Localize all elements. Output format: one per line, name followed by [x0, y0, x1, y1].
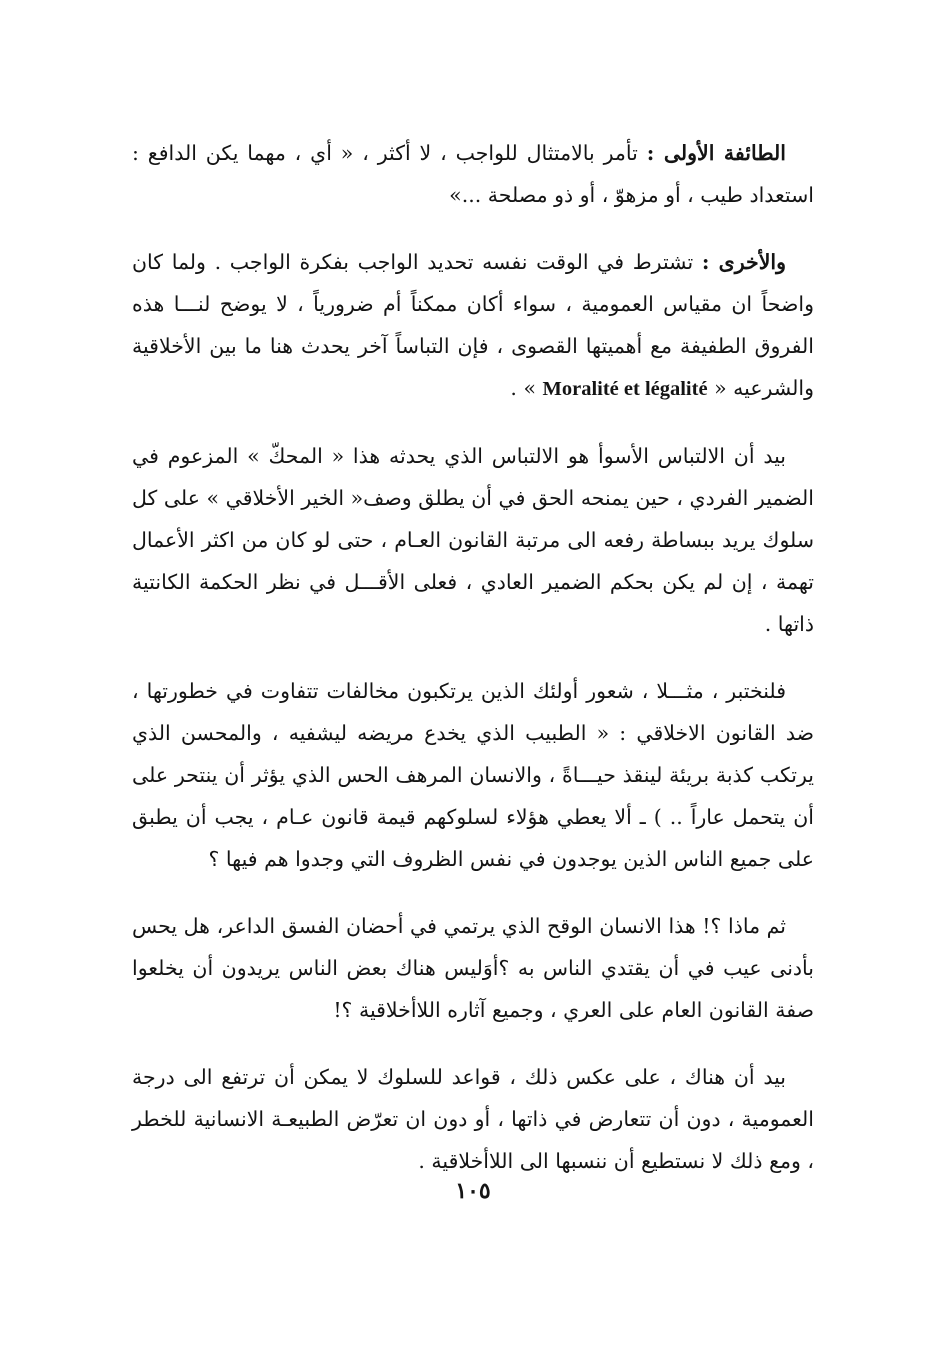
paragraph-rhetorical-question	[132, 905, 814, 1031]
body-text	[132, 132, 814, 1207]
paragraph-text: فلنختبر ، مثـــلا ، شعور أولئك الذين يرتكبون مخالفات تتفاوت في خطورتها ، ضد القانون الاخلاقي : « الطبيب الذي يخدع مريضه ليشفيه ، والمحسن الذي يرتكب كذبة بريئة لينقذ حيـــاةً ، والانسان المرهف الحس الذي يؤثر أن ينتحر على أن يتحمل عاراً .. ) ـ ألا يعطي هؤلاء لسلوكهم قيمة قانون عـام ، يجب أن يطبق على جميع الناس الذين يوجدون في نفس الظروف التي وجدوا هم فيها ؟	[132, 679, 814, 871]
french-term: Moralité et légalité	[542, 378, 708, 400]
paragraph-worst-confusion	[132, 435, 814, 645]
paragraph-rules-of-conduct	[132, 1056, 814, 1182]
paragraph-text: ثم ماذا ؟! هذا الانسان الوقح الذي يرتمي في أحضان الفسق الداعر، هل يحس بأدنى عيب في أن يقتدي الناس به ؟أوَليس هناك بعض الناس يريدون أن يخلعوا صفة القانون العام على العري ، وجميع آثاره اللاأخلاقية ؟!	[132, 914, 814, 1022]
paragraph-text: تشترط في الوقت نفسه تحديد الواجب بفكرة الواجب . ولما كان واضحاً ان مقياس العمومية ، سواء أكان ممكناً أم ضرورياً ، لا يوضح لنـــا هذه الفروق الطفيفة مع أهميتها القصوى ، فإن التباساً آخر يحدث هنا ما بين الأخلاقية والشرعيه «	[132, 250, 814, 400]
paragraph-examples	[132, 670, 814, 880]
paragraph-lead: والأخرى :	[701, 250, 786, 274]
paragraph-second-group	[132, 241, 814, 410]
paragraph-first-group	[132, 132, 814, 216]
paragraph-lead: الطائفة الأولى :	[646, 141, 787, 165]
paragraph-tail: » .	[510, 376, 543, 400]
paragraph-text: بيد أن الالتباس الأسوأ هو الالتباس الذي يحدثه هذا « المحكّ » المزعوم في الضمير الفردي ، حين يمنحه الحق في أن يطلق وصف« الخير الأخلاقي » على كل سلوك يريد ببساطة رفعه الى مرتبة القانون العـام ، حتى لو كان من اكثر الأعمال تهمة ، إن لم يكن بحكم الضمير العادي ، فعلى الأقـــل في نظر الحكمة الكانتية ذاتها .	[132, 444, 814, 636]
paragraph-text: تأمر بالامتثال للواجب ، لا أكثر ، « أي ، مهما يكن الدافع : استعداد طيب ، أو مزهوّ ، أو ذو مصلحة ...»	[132, 141, 814, 207]
page-number: ١٠٥	[455, 1178, 491, 1204]
paragraph-text: بيد أن هناك ، على عكس ذلك ، قواعد للسلوك لا يمكن أن ترتفع الى درجة العمومية ، دون أن تتعارض في ذاتها ، أو دون ان تعرّض الطبيعـة الانسانية للخطر ، ومع ذلك لا نستطيع أن ننسبها الى اللاأخلاقية .	[132, 1065, 814, 1173]
